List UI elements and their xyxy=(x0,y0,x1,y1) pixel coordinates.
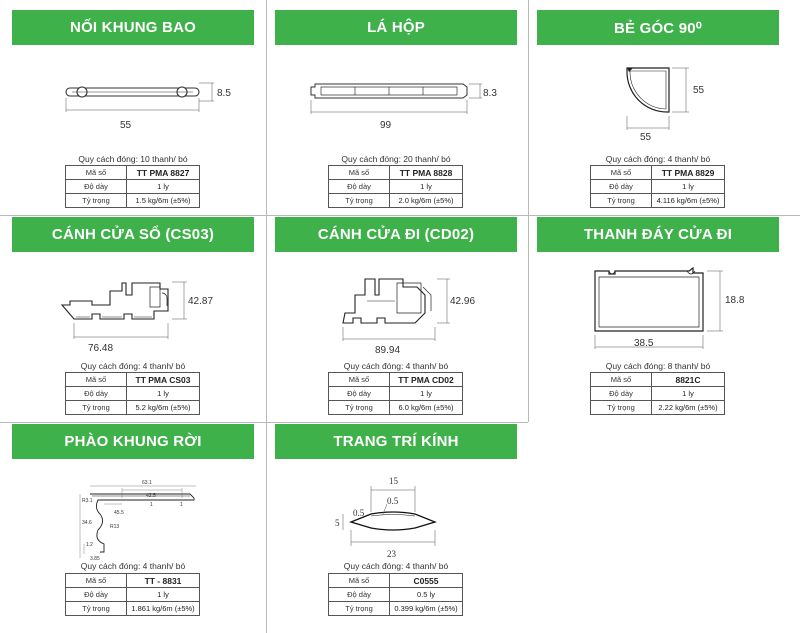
spec-label-thickness: Độ dày xyxy=(66,588,127,602)
packing-caption: Quy cách đóng: 4 thanh/ bó xyxy=(80,561,186,571)
packing-caption: Quy cách đóng: 20 thanh/ bó xyxy=(341,154,451,164)
spec-label-thickness: Độ dày xyxy=(329,588,390,602)
spec-table xyxy=(590,372,725,415)
dim-width: 76.48 xyxy=(88,343,114,354)
dim-height: 42.87 xyxy=(188,296,214,307)
dim-radius-top: R3.1 xyxy=(82,498,93,504)
dim-width: 99 xyxy=(380,120,392,131)
spec-label-code: Mã số xyxy=(591,373,652,387)
dim-side: 45.5 xyxy=(114,510,124,516)
dim-height: 8.5 xyxy=(217,88,231,99)
dim-bottom-width: 23 xyxy=(387,549,396,559)
product-card-noi-khung-bao xyxy=(4,0,262,208)
packing-caption: Quy cách đóng: 10 thanh/ bó xyxy=(78,154,188,164)
spec-label-density: Tỷ trọng xyxy=(66,401,127,415)
product-card-be-goc-90 xyxy=(529,0,787,208)
dim-total-width: 63.1 xyxy=(142,480,152,486)
product-title: THANH ĐÁY CỬA ĐI xyxy=(537,217,779,252)
product-card-thanh-day-cua-di xyxy=(529,207,787,415)
profile-phao-khung-svg xyxy=(4,464,262,564)
spec-table xyxy=(65,372,200,415)
spec-thickness: 1 ly xyxy=(652,387,725,401)
spec-code: 8821C xyxy=(652,373,725,387)
dim-radius-mid: R13 xyxy=(110,524,120,530)
spec-density: 0.399 kg/6m (±5%) xyxy=(390,602,463,616)
product-card-trang-tri-kinh xyxy=(267,414,525,622)
product-title: CÁNH CỬA SỔ (CS03) xyxy=(12,217,254,252)
dim-thickness-b: 1 xyxy=(180,502,183,508)
profile-canh-cua-di-svg xyxy=(267,257,525,357)
profile-noi-khung-bao-svg xyxy=(4,50,262,150)
spec-label-thickness: Độ dày xyxy=(66,387,127,401)
product-title: NỐI KHUNG BAO xyxy=(12,10,254,45)
spec-density: 6.0 kg/6m (±5%) xyxy=(390,401,463,415)
profile-la-hop-svg xyxy=(267,50,525,150)
product-card-la-hop xyxy=(267,0,525,208)
product-card-phao-khung-roi xyxy=(4,414,262,622)
packing-caption: Quy cách đóng: 4 thanh/ bó xyxy=(80,361,186,371)
profile-drawing xyxy=(4,464,262,564)
product-title: LÁ HỘP xyxy=(275,10,517,45)
spec-table xyxy=(65,165,200,208)
dim-height: 18.8 xyxy=(725,295,745,306)
spec-code: TT PMA 8829 xyxy=(652,166,725,180)
spec-label-thickness: Độ dày xyxy=(591,180,652,194)
packing-caption: Quy cách đóng: 4 thanh/ bó xyxy=(605,154,711,164)
dim-height: 5 xyxy=(335,518,340,528)
spec-label-density: Tỷ trọng xyxy=(329,602,390,616)
spec-thickness: 1 ly xyxy=(127,387,200,401)
spec-label-density: Tỷ trọng xyxy=(329,401,390,415)
dim-lip: 1.2 xyxy=(86,542,93,548)
dim-width: 55 xyxy=(640,132,652,143)
spec-label-code: Mã số xyxy=(329,166,390,180)
spec-label-code: Mã số xyxy=(591,166,652,180)
profile-drawing xyxy=(267,464,525,564)
spec-table xyxy=(328,573,463,616)
spec-thickness: 1 ly xyxy=(652,180,725,194)
dim-height: 42.96 xyxy=(450,296,476,307)
spec-thickness: 1 ly xyxy=(127,180,200,194)
dim-height: 34.6 xyxy=(82,520,92,526)
product-title: BẺ GÓC 90⁰ xyxy=(537,10,779,45)
packing-caption: Quy cách đóng: 4 thanh/ bó xyxy=(343,561,449,571)
spec-label-density: Tỷ trọng xyxy=(591,194,652,208)
spec-label-thickness: Độ dày xyxy=(66,180,127,194)
profile-drawing xyxy=(529,257,787,357)
spec-thickness: 1 ly xyxy=(127,588,200,602)
profile-drawing xyxy=(267,50,525,150)
spec-table xyxy=(590,165,725,208)
spec-label-density: Tỷ trọng xyxy=(591,401,652,415)
spec-label-code: Mã số xyxy=(66,166,127,180)
spec-label-density: Tỷ trọng xyxy=(329,194,390,208)
spec-density: 4.116 kg/6m (±5%) xyxy=(652,194,725,208)
spec-label-code: Mã số xyxy=(329,373,390,387)
spec-density: 1.5 kg/6m (±5%) xyxy=(127,194,200,208)
spec-code: TT PMA CD02 xyxy=(390,373,463,387)
spec-label-thickness: Độ dày xyxy=(329,180,390,194)
spec-label-thickness: Độ dày xyxy=(329,387,390,401)
profile-trang-tri-kinh-svg xyxy=(267,464,525,564)
profile-drawing xyxy=(529,50,787,150)
spec-code: TT - 8831 xyxy=(127,574,200,588)
spec-table xyxy=(65,573,200,616)
profile-be-goc-svg xyxy=(529,50,787,150)
dim-width: 38.5 xyxy=(634,338,654,349)
profile-drawing xyxy=(267,257,525,357)
spec-code: TT PMA 8828 xyxy=(390,166,463,180)
profile-thanh-day-svg xyxy=(529,257,787,357)
product-card-canh-cua-di xyxy=(267,207,525,415)
dim-thickness-top: 0.5 xyxy=(387,496,399,506)
dim-thickness-a: 1 xyxy=(150,502,153,508)
profile-canh-cua-so-svg xyxy=(4,257,262,357)
dim-height: 55 xyxy=(693,85,705,96)
profile-drawing xyxy=(4,50,262,150)
spec-code: TT PMA CS03 xyxy=(127,373,200,387)
dim-width: 89.94 xyxy=(375,345,401,356)
product-title: CÁNH CỬA ĐI (CD02) xyxy=(275,217,517,252)
spec-table xyxy=(328,165,463,208)
spec-density: 2.0 kg/6m (±5%) xyxy=(390,194,463,208)
dim-top-width: 15 xyxy=(389,476,398,486)
spec-table xyxy=(328,372,463,415)
spec-thickness: 0.5 ly xyxy=(390,588,463,602)
dim-thickness-side: 0.5 xyxy=(353,508,365,518)
spec-label-density: Tỷ trọng xyxy=(66,602,127,616)
dim-base: 3.85 xyxy=(90,556,100,562)
packing-caption: Quy cách đóng: 8 thanh/ bó xyxy=(605,361,711,371)
spec-density: 2.22 kg/6m (±5%) xyxy=(652,401,725,415)
product-card-canh-cua-so xyxy=(4,207,262,415)
spec-label-density: Tỷ trọng xyxy=(66,194,127,208)
profile-drawing xyxy=(4,257,262,357)
product-title: TRANG TRÍ KÍNH xyxy=(275,424,517,459)
spec-label-thickness: Độ dày xyxy=(591,387,652,401)
dim-width: 55 xyxy=(120,120,132,131)
spec-label-code: Mã số xyxy=(329,574,390,588)
spec-thickness: 1 ly xyxy=(390,387,463,401)
spec-thickness: 1 ly xyxy=(390,180,463,194)
dim-height: 8.3 xyxy=(483,88,497,99)
spec-density: 5.2 kg/6m (±5%) xyxy=(127,401,200,415)
packing-caption: Quy cách đóng: 4 thanh/ bó xyxy=(343,361,449,371)
spec-code: C0555 xyxy=(390,574,463,588)
spec-label-code: Mã số xyxy=(66,373,127,387)
dim-inner-width: 42.5 xyxy=(146,493,156,499)
product-title: PHÀO KHUNG RỜI xyxy=(12,424,254,459)
spec-code: TT PMA 8827 xyxy=(127,166,200,180)
spec-label-code: Mã số xyxy=(66,574,127,588)
spec-density: 1.861 kg/6m (±5%) xyxy=(127,602,200,616)
